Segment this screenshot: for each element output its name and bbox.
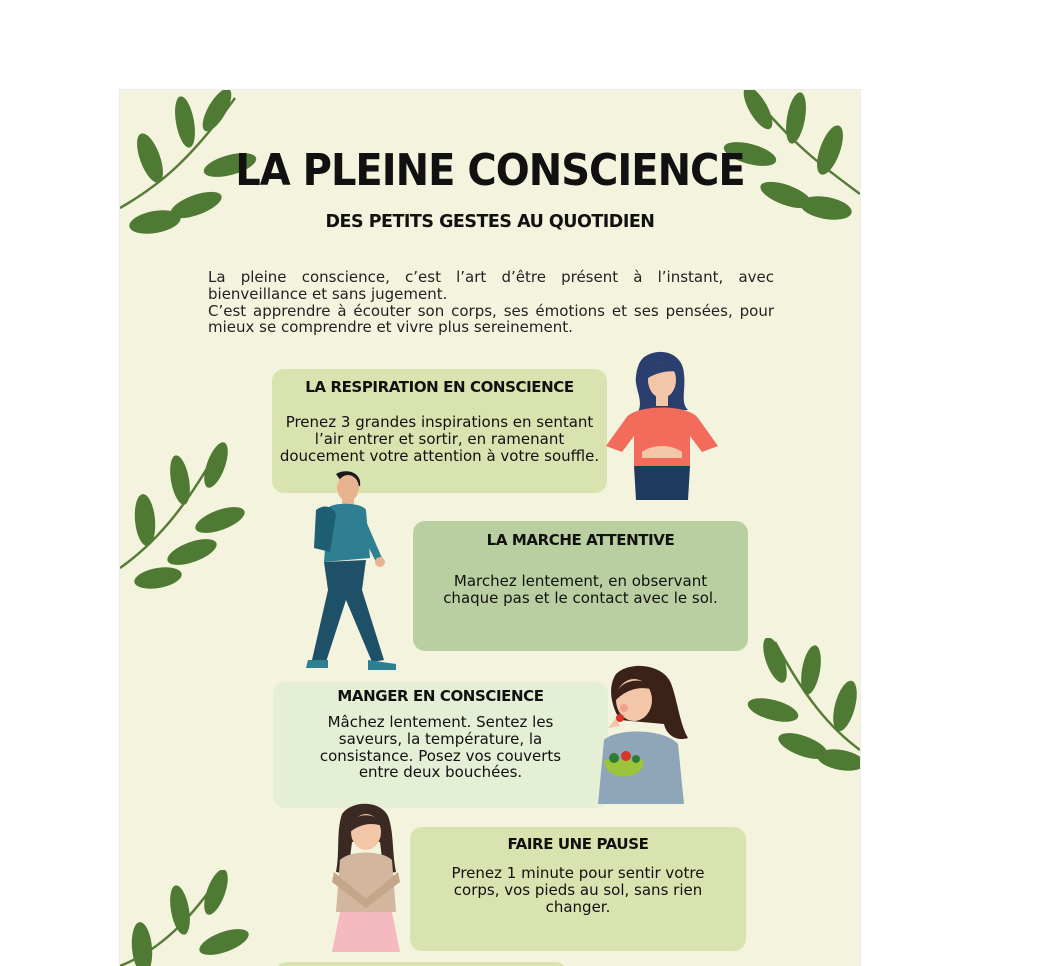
card-text: Mâchez lentement. Sentez les saveurs, la température, la consistance. Posez vos couverts entre deux bouchées. bbox=[319, 713, 562, 782]
card-pause bbox=[410, 827, 746, 951]
leaf-branch-middle-right-icon bbox=[745, 638, 860, 783]
woman-arms-crossed-icon bbox=[326, 802, 406, 962]
intro-line-2: C’est apprendre à écouter son corps, ses émotions et ses pensées, pour mieux se comprendre et vivre plus sereinement. bbox=[208, 301, 774, 337]
card-marche bbox=[413, 521, 748, 651]
card-manger bbox=[273, 682, 608, 808]
leaf-branch-bottom-left-icon bbox=[120, 870, 250, 966]
card-partial bbox=[276, 962, 566, 966]
man-walking-icon bbox=[306, 470, 406, 670]
poster-title: LA PLEINE CONSCIENCE bbox=[235, 146, 745, 196]
intro-line-1: La pleine conscience, c’est l’art d’être présent à l’instant, avec bienveillance et sans jugement. bbox=[208, 268, 774, 303]
card-text: Prenez 1 minute pour sentir votre corps, vos pieds au sol, sans rien changer. bbox=[451, 864, 705, 916]
card-title: MANGER EN CONSCIENCE bbox=[337, 687, 544, 705]
card-title: FAIRE UNE PAUSE bbox=[507, 835, 649, 853]
leaf-branch-middle-left-icon bbox=[120, 440, 250, 600]
poster-subtitle: DES PETITS GESTES AU QUOTIDIEN bbox=[325, 212, 655, 232]
woman-eating-salad-icon bbox=[580, 664, 690, 814]
card-title: LA RESPIRATION EN CONSCIENCE bbox=[305, 378, 574, 396]
woman-breathing-icon bbox=[598, 348, 723, 504]
mindfulness-poster bbox=[120, 90, 860, 966]
card-text: Prenez 3 grandes inspirations en sentant l’air entrer et sortir, en ramenant doucement votre attention à votre souffle. bbox=[279, 413, 600, 465]
intro-paragraph bbox=[208, 269, 774, 336]
card-title: LA MARCHE ATTENTIVE bbox=[486, 531, 675, 549]
card-text: Marchez lentement, en observant chaque pas et le contact avec le sol. bbox=[443, 572, 718, 607]
